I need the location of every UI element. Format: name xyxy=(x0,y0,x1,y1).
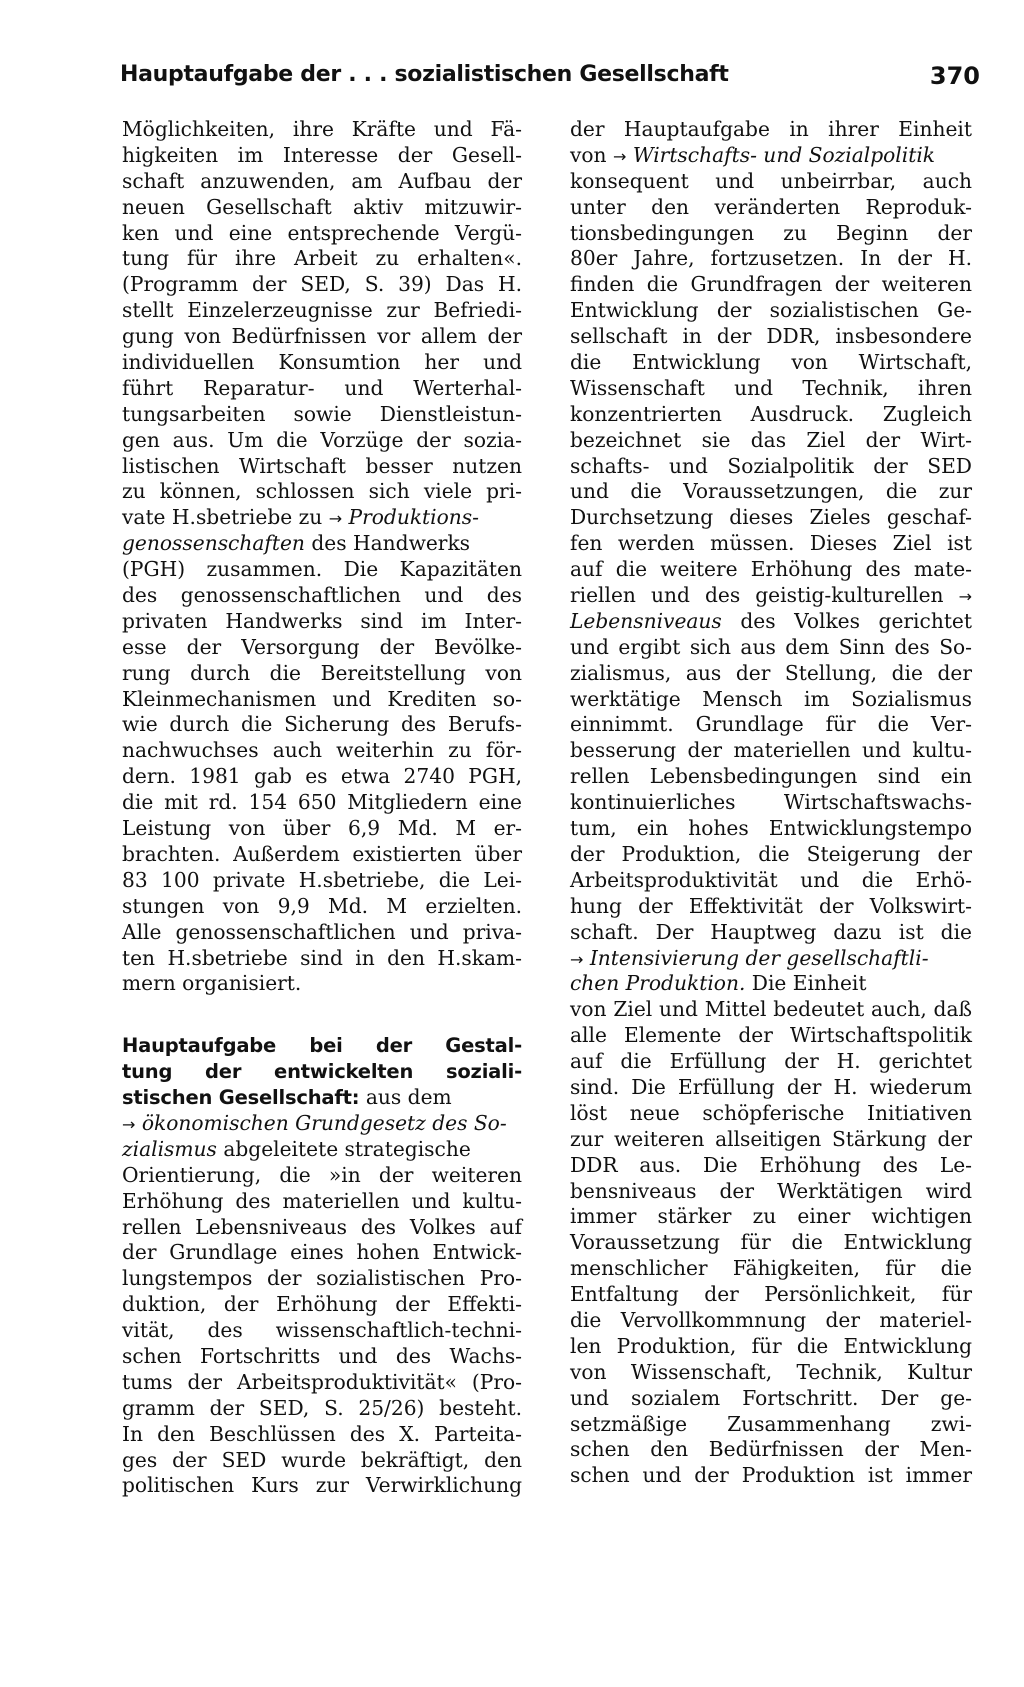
text-line: Erhöhung des materiellen und kultu- xyxy=(122,1188,522,1213)
text-line: Entfaltung der Persönlichkeit, für xyxy=(570,1282,972,1307)
text-line: der Grundlage eines hohen Entwick- xyxy=(122,1240,522,1265)
text-line: 83 100 private H.sbetriebe, die Lei- xyxy=(122,867,522,892)
text-line: zialismus, aus der Stellung, die der xyxy=(570,660,972,685)
text-line-with-xref xyxy=(570,946,972,972)
text-line: hung der Effektivität der Volkswirt- xyxy=(570,893,972,918)
cross-reference-link[interactable]: ökonomischen Grundgesetz des So- xyxy=(141,1110,507,1135)
text-fragment: des Volkes gerichtet xyxy=(740,608,972,633)
text-line: schafts- und Sozialpolitik der SED xyxy=(570,453,972,478)
text-line: tums der Arbeitsproduktivität« (Pro- xyxy=(122,1369,522,1394)
text-line-with-xref xyxy=(570,971,972,997)
cross-reference-link[interactable]: Lebensniveaus xyxy=(570,608,722,633)
text-line: lungstempos der sozialistischen Pro- xyxy=(122,1266,522,1291)
text-line: besserung der materiellen und kultu- xyxy=(570,738,972,763)
text-line: rellen Lebensbedingungen sind ein xyxy=(570,764,972,789)
text-line: Leistung von über 6,9 Md. M er- xyxy=(122,816,522,841)
text-line: schen den Bedürfnissen der Men- xyxy=(570,1437,972,1462)
text-line: kontinuierliches Wirtschaftswachs- xyxy=(570,790,972,815)
text-fragment: des Handwerks xyxy=(311,531,471,556)
text-line: esse der Versorgung der Bevölke- xyxy=(122,634,522,659)
text-line: der Produktion, die Steigerung der xyxy=(570,841,972,866)
cross-reference-link[interactable]: zialismus xyxy=(122,1136,217,1161)
text-line: von Ziel und Mittel bedeutet auch, daß xyxy=(570,997,972,1022)
text-line: duktion, der Erhöhung der Effekti- xyxy=(122,1292,522,1317)
text-line: Kleinmechanismen und Krediten so- xyxy=(122,686,522,711)
text-line: bensniveaus der Werktätigen wird xyxy=(570,1178,972,1203)
text-line: und ergibt sich aus dem Sinn des So- xyxy=(570,634,972,659)
text-line: Möglichkeiten, ihre Kräfte und Fä- xyxy=(122,117,522,141)
text-line: finden die Grundfragen der weiteren xyxy=(570,272,972,297)
text-line: tionsbedingungen zu Beginn der xyxy=(570,220,972,245)
text-line: und die Voraussetzungen, die zur xyxy=(570,479,972,504)
text-fragment: abgeleitete strategische xyxy=(223,1136,471,1161)
text-line: schen und der Produktion ist immer xyxy=(570,1463,972,1488)
entry-headword: stischen Gesellschaft: xyxy=(122,1086,360,1110)
text-fragment: riellen und des geistig-kulturellen xyxy=(570,583,944,608)
text-line: unter den veränderten Reproduk- xyxy=(570,194,972,219)
text-line: individuellen Konsumtion her und xyxy=(122,350,522,375)
text-line-with-xref xyxy=(122,1111,522,1137)
text-line: ges der SED wurde bekräftigt, den xyxy=(122,1447,522,1472)
text-line: zur weiteren allseitigen Stärkung der xyxy=(570,1126,972,1151)
text-line: werktätige Mensch im Sozialismus xyxy=(570,686,972,711)
text-line: setzmäßige Zusammenhang zwi- xyxy=(570,1411,972,1436)
text-line: schaft anzuwenden, am Aufbau der xyxy=(122,168,522,193)
text-line: rung durch die Bereitstellung von xyxy=(122,660,522,685)
text-line-with-xref xyxy=(122,1137,522,1163)
text-line: stellt Einzelerzeugnisse zur Befriedi- xyxy=(122,298,522,323)
cross-reference-link[interactable]: Intensivierung der gesellschaftli- xyxy=(589,945,929,970)
cross-reference-arrow-icon: → xyxy=(328,509,343,529)
text-line: privaten Handwerks sind im Inter- xyxy=(122,608,522,633)
text-line: tung für ihre Arbeit zu erhalten«. xyxy=(122,246,522,271)
text-line: 80er Jahre, fortzusetzen. In der H. xyxy=(570,246,972,271)
text-line-with-xref xyxy=(570,143,972,169)
text-line: mern organisiert. xyxy=(122,971,302,996)
text-line: higkeiten im Interesse der Gesell- xyxy=(122,142,522,167)
text-line: einnimmt. Grundlage für die Ver- xyxy=(570,712,972,737)
text-line: brachten. Außerdem existierten über xyxy=(122,841,522,866)
page-number: 370 xyxy=(929,62,980,90)
text-line: dern. 1981 gab es etwa 2740 PGH, xyxy=(122,764,522,789)
text-line: neuen Gesellschaft aktiv mitzuwir- xyxy=(122,194,522,219)
text-line: menschlicher Fähigkeiten, für die xyxy=(570,1256,972,1281)
running-head xyxy=(120,62,980,102)
cross-reference-arrow-icon: → xyxy=(570,949,584,969)
text-line-with-xref xyxy=(122,531,522,557)
text-line: auf die Erfüllung der H. gerichtet xyxy=(570,1049,972,1074)
text-line: DDR aus. Die Erhöhung des Le- xyxy=(570,1152,972,1177)
entry-separator xyxy=(122,997,522,1033)
text-line: konzentrierten Ausdruck. Zugleich xyxy=(570,401,972,426)
text-line: schen Fortschritts und des Wachs- xyxy=(122,1343,522,1368)
text-line: rellen Lebensniveaus des Volkes auf xyxy=(122,1214,522,1239)
text-line: ken und eine entsprechende Vergü- xyxy=(122,220,522,245)
text-line: stungen von 9,9 Md. M erzielten. xyxy=(122,893,522,918)
text-line: löst neue schöpferische Initiativen xyxy=(570,1100,972,1125)
text-line: Entwicklung der sozialistischen Ge- xyxy=(570,298,972,323)
cross-reference-arrow-icon: → xyxy=(612,146,627,166)
text-line: Alle genossenschaftlichen und priva- xyxy=(122,919,522,944)
text-line: Wissenschaft und Technik, ihren xyxy=(570,375,972,400)
text-line: des genossenschaftlichen und des xyxy=(122,583,522,608)
cross-reference-arrow-icon: → xyxy=(958,587,972,607)
text-line: von Wissenschaft, Technik, Kultur xyxy=(570,1359,972,1384)
text-line: Arbeitsproduktivität und die Erhö- xyxy=(570,867,972,892)
text-line: sellschaft in der DDR, insbesondere xyxy=(570,324,972,349)
text-fragment: aus dem xyxy=(365,1085,452,1110)
entry-headword: tung der entwickelten soziali- xyxy=(122,1060,522,1084)
text-line: konsequent und unbeirrbar, auch xyxy=(570,168,972,193)
text-line: zu können, schlossen sich viele pri- xyxy=(122,479,522,504)
right-column xyxy=(570,117,972,1489)
text-line: gen aus. Um die Vorzüge der sozia- xyxy=(122,427,522,452)
text-line: gramm der SED, S. 25/26) besteht. xyxy=(122,1395,522,1420)
text-line: bezeichnet sie das Ziel der Wirt- xyxy=(570,427,972,452)
text-line-with-xref xyxy=(122,505,522,531)
text-line: der Hauptaufgabe in ihrer Einheit xyxy=(570,117,972,141)
text-line: Voraussetzung für die Entwicklung xyxy=(570,1230,972,1255)
text-line-with-xref xyxy=(570,583,972,609)
text-line-with-headword xyxy=(122,1085,522,1111)
text-fragment: Die Einheit xyxy=(751,971,867,996)
text-line: ten H.sbetriebe sind in den H.skam- xyxy=(122,945,522,970)
text-line: und sozialem Fortschritt. Der ge- xyxy=(570,1385,972,1410)
text-line: Orientierung, die »in der weiteren xyxy=(122,1162,522,1187)
text-line-with-xref xyxy=(570,609,972,635)
entry-headword: Hauptaufgabe bei der Gestal- xyxy=(122,1034,522,1058)
text-fragment: von xyxy=(570,142,607,167)
text-line: schaft. Der Hauptweg dazu ist die xyxy=(570,919,972,944)
text-line: alle Elemente der Wirtschaftspolitik xyxy=(570,1023,972,1048)
text-line: Durchsetzung dieses Zieles geschaf- xyxy=(570,505,972,530)
text-line: tungsarbeiten sowie Dienstleistun- xyxy=(122,401,522,426)
text-line: nachwuchses auch weiterhin zu för- xyxy=(122,738,522,763)
text-line: die Entwicklung von Wirtschaft, xyxy=(570,350,972,375)
text-line: fen werden müssen. Dieses Ziel ist xyxy=(570,531,972,556)
cross-reference-link[interactable]: Produktions- xyxy=(348,505,479,530)
text-line: sind. Die Erfüllung der H. wiederum xyxy=(570,1074,972,1099)
text-line: vität, des wissenschaftlich-techni- xyxy=(122,1318,522,1343)
text-line: die mit rd. 154 650 Mitgliedern eine xyxy=(122,790,522,815)
text-line: die Vervollkommnung der materiel- xyxy=(570,1307,972,1332)
cross-reference-link[interactable]: chen Produktion. xyxy=(570,971,746,996)
text-line: In den Beschlüssen des X. Parteita- xyxy=(122,1421,522,1446)
text-line: immer stärker zu einer wichtigen xyxy=(570,1204,972,1229)
text-fragment: vate H.sbetriebe zu xyxy=(122,505,323,530)
text-line: auf die weitere Erhöhung des mate- xyxy=(570,557,972,582)
cross-reference-link[interactable]: genossenschaften xyxy=(122,531,305,556)
left-column xyxy=(122,117,522,1499)
text-line: len Produktion, für die Entwicklung xyxy=(570,1333,972,1358)
text-line: listischen Wirtschaft besser nutzen xyxy=(122,453,522,478)
cross-reference-arrow-icon: → xyxy=(122,1114,136,1134)
text-line: gung von Bedürfnissen vor allem der xyxy=(122,324,522,349)
text-line: wie durch die Sicherung des Berufs- xyxy=(122,712,522,737)
text-line: führt Reparatur- und Werterhal- xyxy=(122,375,522,400)
text-line: politischen Kurs zur Verwirklichung xyxy=(122,1473,522,1498)
running-title: Hauptaufgabe der . . . sozialistischen Gesellschaft xyxy=(120,62,729,87)
text-line: tum, ein hohes Entwicklungstempo xyxy=(570,816,972,841)
text-line: (PGH) zusammen. Die Kapazitäten xyxy=(122,557,522,582)
cross-reference-link[interactable]: Wirtschafts- und Sozialpolitik xyxy=(632,142,936,167)
text-line: (Programm der SED, S. 39) Das H. xyxy=(122,272,522,297)
